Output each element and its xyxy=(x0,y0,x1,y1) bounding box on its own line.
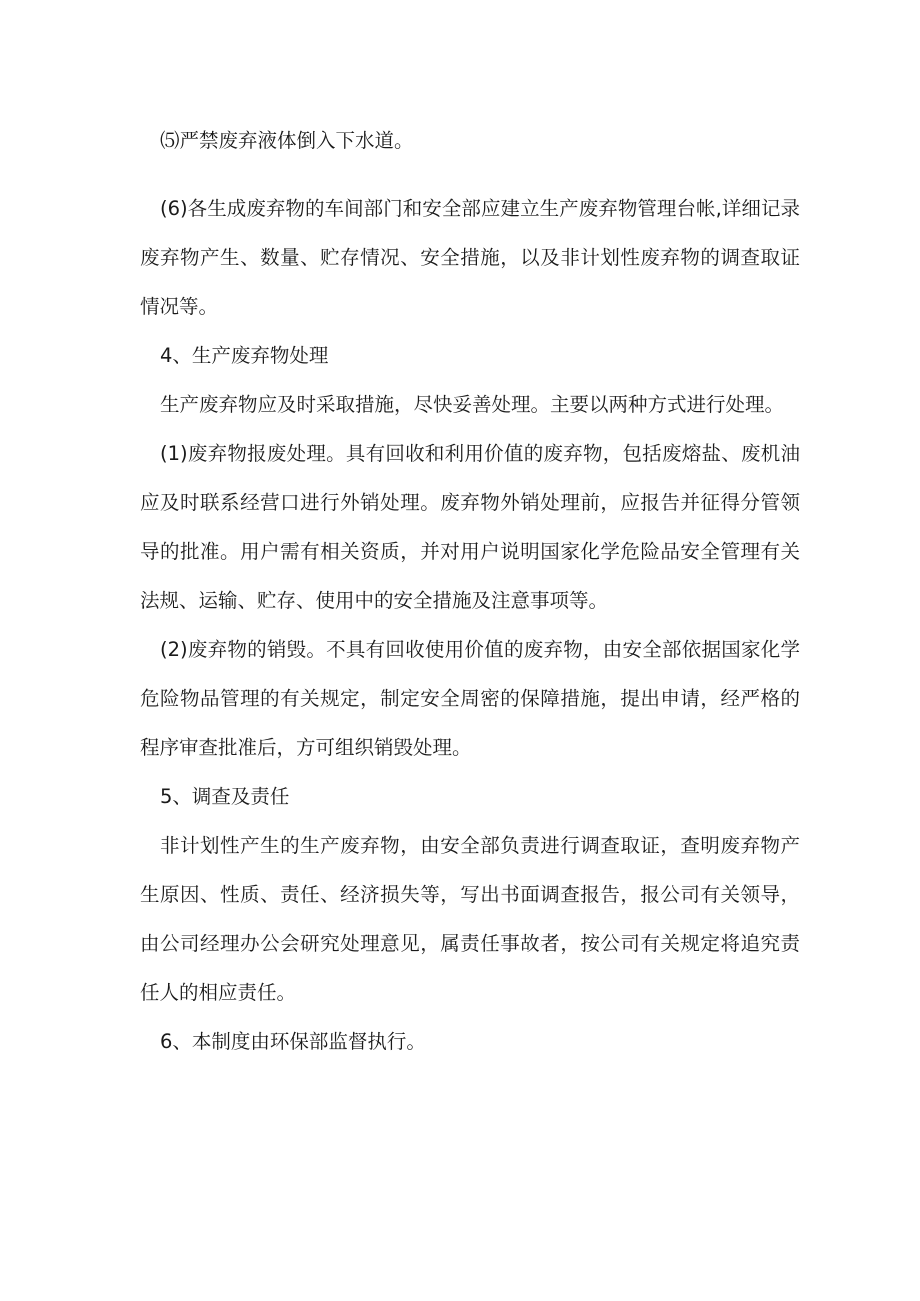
paragraph-destruction xyxy=(140,625,800,772)
paragraph-text: 生产废弃物应及时采取措施，尽快妥善处理。主要以两种方式进行处理。 xyxy=(160,393,785,416)
paragraph-text: (1)废弃物报废处理。具有回收和利用价值的废弃物，包括废熔盐、废机油应及时联系经营口进行外销处理。废弃物外销处理前，应报告并征得分管领导的批准。用户需有相关资质，并对用户说明国家化学危险品安全管理有关法规、运输、贮存、使用中的安全措施及注意事项等。 xyxy=(140,442,800,612)
paragraph-text: 非计划性产生的生产废弃物，由安全部负责进行调查取证，查明废弃物产生原因、性质、责任、经济损失等，写出书面调查报告，报公司有关领导，由公司经理办公会研究处理意见，属责任事故者，按公司有关规定将追究责任人的相应责任。 xyxy=(140,834,800,1004)
section-heading-5 xyxy=(140,772,800,821)
paragraph-text: (6)各生成废弃物的车间部门和安全部应建立生产废弃物管理台帐,详细记录废弃物产生、数量、贮存情况、安全措施，以及非计划性废弃物的调查取证情况等。 xyxy=(140,197,800,318)
section-heading-6 xyxy=(140,1017,800,1066)
section-heading-4 xyxy=(140,331,800,380)
paragraph-text: ⑸严禁废弃液体倒入下水道。 xyxy=(160,129,414,152)
paragraph-text: (2)废弃物的销毁。不具有回收使用价值的废弃物，由安全部依据国家化学危险物品管理的有关规定，制定安全周密的保障措施，提出申请，经严格的程序审查批准后，方可组织销毁处理。 xyxy=(140,638,800,759)
paragraph-item-5 xyxy=(140,116,800,165)
section-heading-text: 6、本制度由环保部监督执行。 xyxy=(160,1030,426,1053)
section-heading-text: 4、生产废弃物处理 xyxy=(160,344,329,367)
section-heading-text: 5、调查及责任 xyxy=(160,785,290,808)
paragraph-scrap-treatment xyxy=(140,429,800,625)
paragraph-disposal-intro xyxy=(140,380,800,429)
paragraph-item-6 xyxy=(140,184,800,331)
paragraph-investigation xyxy=(140,821,800,1017)
